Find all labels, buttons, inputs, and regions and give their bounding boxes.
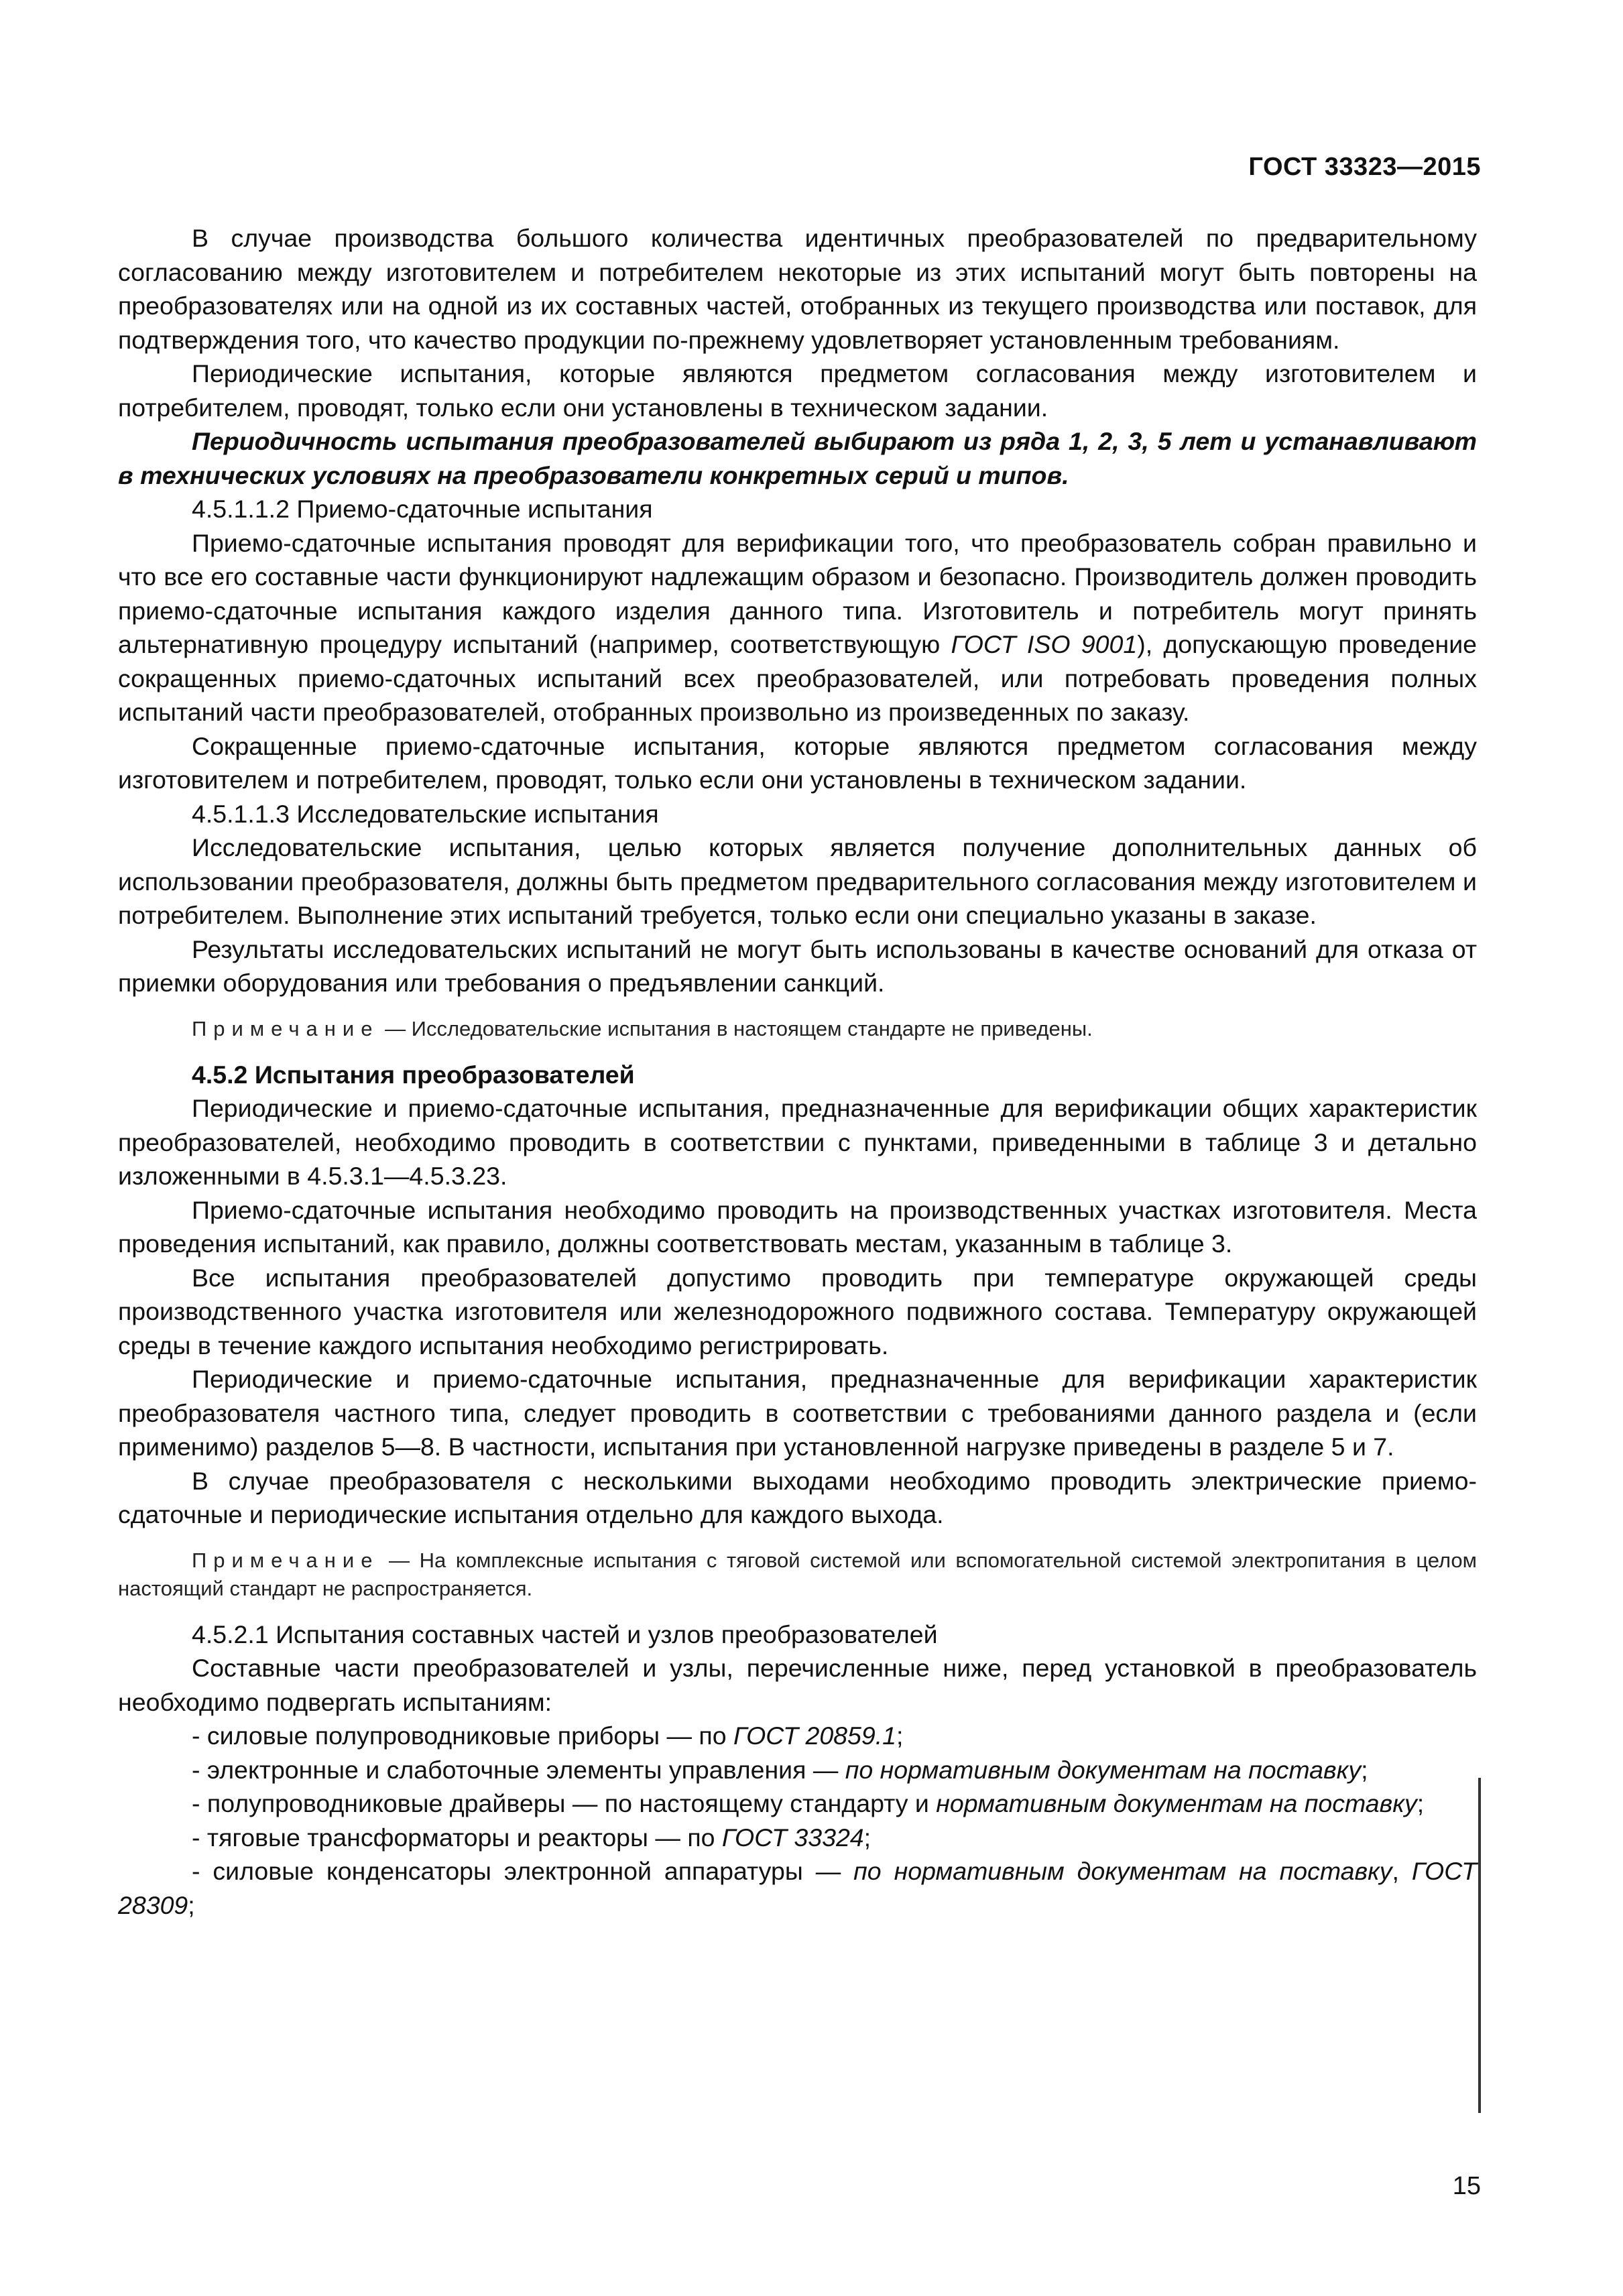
paragraph: Периодические и приемо-сдаточные испытания, предназначенные для верификации характеристик преобразователя частного типа, следует проводить в соответствии с требованиями данного раздела и (если применимо) разделов 5—8. В частности, испытания при установленной нагрузке приведены в разделе 5 и 7.: [118, 1365, 1477, 1461]
paragraph: Исследовательские испытания, целью которых является получение дополнительных данных об использовании преобразователя, должны быть предметом предварительного согласования между изготовителем и потребителем. Выполнение этих испытаний требуется, только если они специально указаны в заказе.: [118, 833, 1477, 929]
document-body: [118, 221, 1477, 1922]
standard-reference: ГОСТ ISO 9001: [951, 630, 1138, 658]
standard-reference: по нормативным документам на поставку: [845, 1755, 1362, 1784]
paragraph: Сокращенные приемо-сдаточные испытания, которые являются предметом согласования между изготовителем и потребителем, проводят, только если они установлены в техническом задании.: [118, 731, 1477, 794]
paragraph: Все испытания преобразователей допустимо проводить при температуре окружающей среды производственного участка изготовителя или железнодорожного подвижного состава. Температуру окружающей среды в течение каждого испытания необходимо регистрировать.: [118, 1263, 1477, 1360]
paragraph: Составные части преобразователей и узлы, перечисленные ниже, перед установкой в преобразователь необходимо подвергать испытаниям:: [118, 1654, 1477, 1716]
standard-reference: ГОСТ 28309: [118, 1857, 1477, 1919]
list-item: - полупроводниковые драйверы — по настоящему стандарту и нормативным документам на поставку;: [192, 1789, 1425, 1817]
subsection-title: 4.5.1.1.2 Приемо-сдаточные испытания: [192, 495, 653, 523]
paragraph: Периодические испытания, которые являются предметом согласования между изготовителем и потребителем, проводят, только если они установлены в техническом задании.: [118, 359, 1477, 422]
standard-reference: нормативным документам на поставку: [936, 1789, 1417, 1817]
paragraph: Периодические и приемо-сдаточные испытания, предназначенные для верификации общих характеристик преобразователей, необходимо проводить в соответствии с пунктами, приведенными в таблице 3 и детально изложенными в 4.5.3.1—4.5.3.23.: [118, 1094, 1477, 1190]
list-item: - силовые конденсаторы электронной аппаратуры — по нормативным документам на поставку, ГОСТ 28309;: [118, 1857, 1477, 1919]
note: Примечание — Исследовательские испытания в настоящем стандарте не приведены.: [192, 1016, 1093, 1040]
revision-bar: [1478, 1778, 1481, 2113]
paragraph: В случае преобразователя с несколькими выходами необходимо проводить электрические приемо-сдаточные и периодические испытания отдельно для каждого выхода.: [118, 1466, 1477, 1528]
paragraph: Приемо-сдаточные испытания проводят для верификации того, что преобразователь собран правильно и что все его составные части функционируют надлежащим образом и безопасно. Производитель должен проводить приемо-сдаточные испытания каждого изделия данного типа. Изготовитель и потребитель могут принять альтернативную процедуру испытаний (например, соответствующую ГОСТ ISO 9001), допускающую проведение сокращенных приемо-сдаточных испытаний всех преобразователей, или потребовать проведения полных испытаний части преобразователей, отобранных произвольно из произведенных по заказу.: [118, 528, 1477, 726]
note-label: Примечание: [192, 1548, 379, 1572]
standard-reference: ГОСТ 33324: [721, 1823, 864, 1852]
list-item: - тяговые трансформаторы и реакторы — по ГОСТ 33324;: [192, 1823, 871, 1852]
page-number: 15: [1452, 2172, 1481, 2200]
subsection-title: 4.5.1.1.3 Исследовательские испытания: [192, 799, 659, 828]
note: Примечание — На комплексные испытания с тяговой системой или вспомогательной системой электропитания в целом настоящий стандарт не распространяется.: [118, 1548, 1477, 1600]
paragraph: Приемо-сдаточные испытания необходимо проводить на производственных участках изготовителя. Места проведения испытаний, как правило, должны соответствовать местам, указанным в таблице 3.: [118, 1195, 1477, 1258]
standard-reference: ГОСТ 20859.1: [733, 1721, 897, 1750]
section-heading: 4.5.2 Испытания преобразователей: [192, 1060, 635, 1089]
paragraph: В случае производства большого количества идентичных преобразователей по предварительному согласованию между изготовителем и потребителем некоторые из этих испытаний могут быть повторены на преобразователях или на одной из их составных частей, отобранных из текущего производства или поставок, для подтверждения того, что качество продукции по-прежнему удовлетворяет установленным требованиям.: [118, 224, 1477, 354]
list-item: - электронные и слаботочные элементы управления — по нормативным документам на поставку;: [192, 1755, 1368, 1784]
standard-reference: по нормативным документам на поставку: [853, 1857, 1392, 1885]
note-label: Примечание: [192, 1016, 379, 1040]
list-item: - силовые полупроводниковые приборы — по ГОСТ 20859.1;: [192, 1721, 904, 1750]
paragraph-emphasis: Периодичность испытания преобразователей выбирают из ряда 1, 2, 3, 5 лет и устанавливают в технических условиях на преобразователи конкретных серий и типов.: [118, 427, 1477, 489]
standard-designation: ГОСТ 33323—2015: [1248, 153, 1481, 181]
paragraph: Результаты исследовательских испытаний не могут быть использованы в качестве оснований для отказа от приемки оборудования или требования о предъявлении санкций.: [118, 934, 1477, 997]
subsection-title: 4.5.2.1 Испытания составных частей и узлов преобразователей: [192, 1620, 938, 1648]
